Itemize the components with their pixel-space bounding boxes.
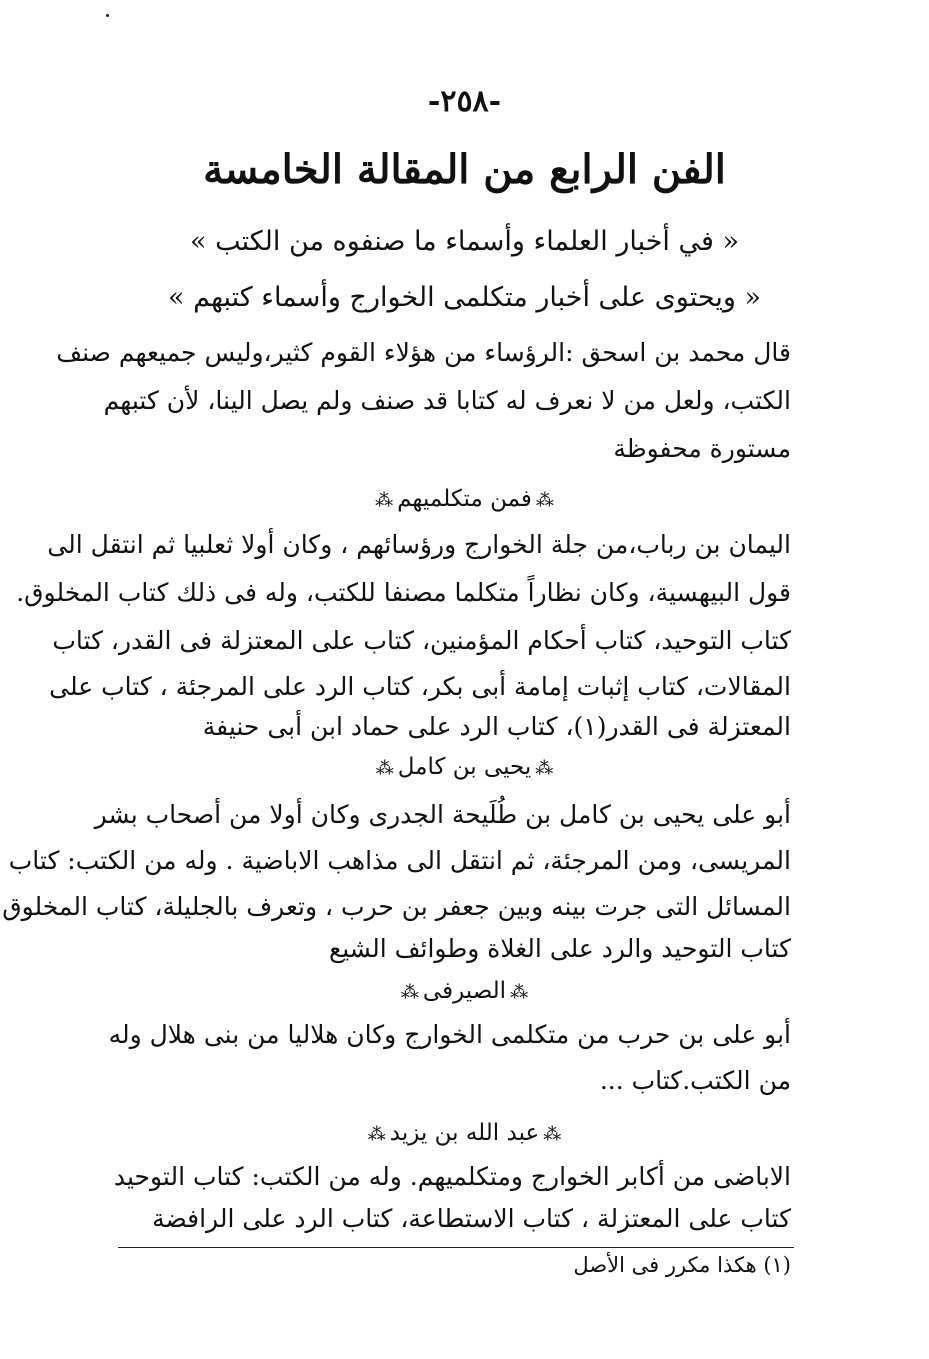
section-line: أبو على يحيى بن كامل بن طُلَيحة الجدرى وكان أولا من أصحاب بشر <box>94 800 791 829</box>
section-line: المعتزلة فى القدر(١)، كتاب الرد على حماد ابن أبى حنيفة <box>202 712 791 741</box>
section-line: المريسى، ومن المرجئة، ثم انتقل الى مذاهب الاباضية . وله من الكتب: كتاب <box>8 846 791 875</box>
section-heading-text: فمن متكلميهم <box>397 486 532 512</box>
section-heading-text: يحيى بن كامل <box>397 754 532 780</box>
section-line: المقالات، كتاب إثبات إمامة أبى بكر، كتاب الرد على المرجئة ، كتاب على <box>49 672 791 701</box>
section-line: أبو على بن حرب من متكلمى الخوارج وكان هلاليا من بنى هلال وله <box>108 1020 791 1049</box>
intro-line: الكتب، ولعل من لا نعرف له كتابا قد صنف ولم يصل الينا، لأن كتبهم <box>103 386 791 415</box>
section-line: اليمان بن رباب،من جلة الخوارج ورؤسائهم ، وكان أولا ثعلبيا ثم انتقل الى <box>47 530 791 559</box>
section-line: من الكتب.كتاب ... <box>599 1066 791 1095</box>
section-line: كتاب التوحيد، كتاب أحكام المؤمنين، كتاب على المعتزلة فى القدر، كتاب <box>52 626 791 655</box>
section-heading-text: عبد الله بن يزيد <box>389 1120 540 1146</box>
section-line: الاباضى من أكابر الخوارج ومتكلميهم. وله من الكتب: كتاب التوحيد <box>113 1162 791 1191</box>
subtitle-1: « في أخبار العلماء وأسماء ما صنفوه من الكتب » <box>189 226 740 257</box>
ornament-icon: ⁂ <box>400 982 419 1003</box>
ornament-icon: ⁂ <box>535 758 554 779</box>
ornament-icon: ⁂ <box>375 490 394 511</box>
footnote: (١) هكذا مكرر فى الأصل <box>573 1253 791 1277</box>
intro-line: قال محمد بن اسحق :الرؤساء من هؤلاء القوم كثير،وليس جميعهم صنف <box>56 338 791 367</box>
intro-line: مستورة محفوظة <box>613 434 791 463</box>
section-line: كتاب على المعتزلة ، كتاب الاستطاعة، كتاب الرد على الرافضة <box>152 1204 791 1233</box>
ink-speck <box>106 14 109 17</box>
chapter-title: الفن الرابع من المقالة الخامسة <box>203 146 726 193</box>
ornament-icon: ⁂ <box>535 490 554 511</box>
section-heading <box>0 978 929 1004</box>
footnote-divider <box>118 1247 794 1248</box>
ornament-icon: ⁂ <box>543 1124 562 1145</box>
ornament-icon: ⁂ <box>510 982 529 1003</box>
section-heading <box>0 486 929 512</box>
subtitle-2: « ويحتوى على أخبار متكلمى الخوارج وأسماء كتبهم » <box>168 282 761 313</box>
ornament-icon: ⁂ <box>367 1124 386 1145</box>
section-line: قول البيهسية، وكان نظاراً متكلما مصنفا للكتب، وله فى ذلك كتاب المخلوق. <box>16 578 791 607</box>
page-number: -٢٥٨- <box>427 84 502 119</box>
section-heading <box>0 1120 929 1146</box>
section-line: كتاب التوحيد والرد على الغلاة وطوائف الشيع <box>328 934 791 963</box>
section-heading-text: الصيرفى <box>422 978 507 1004</box>
section-line: المسائل التى جرت بينه وبين جعفر بن حرب ، وتعرف بالجليلة، كتاب المخلوق <box>2 892 791 921</box>
ornament-icon: ⁂ <box>375 758 394 779</box>
section-heading <box>0 754 929 780</box>
